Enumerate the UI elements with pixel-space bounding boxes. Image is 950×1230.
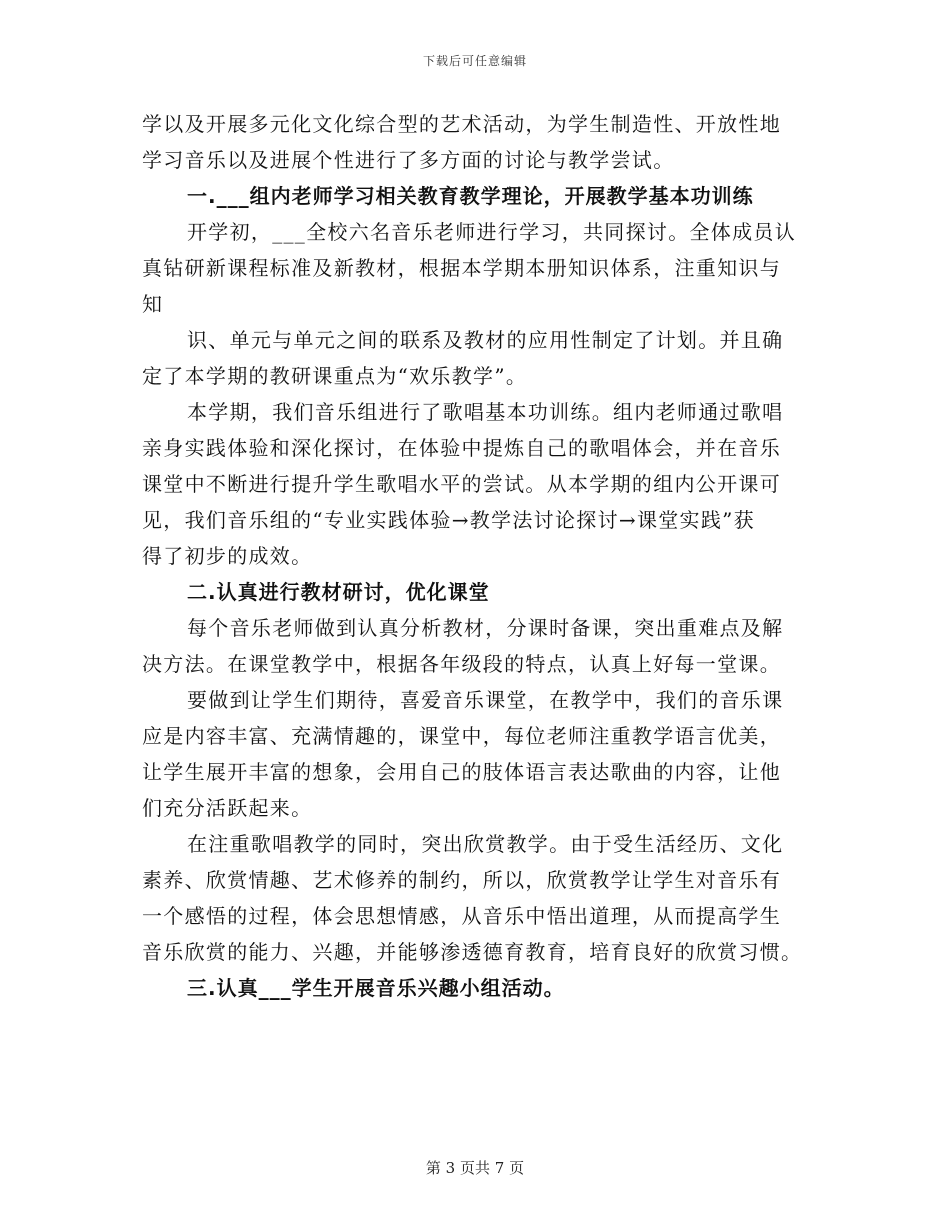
body-line: 学以及开展多元化文化综合型的艺术活动，为学生制造性、开放性地 <box>142 112 781 136</box>
body-line: 见，我们音乐组的“专业实践体验→教学法讨论探讨→课堂实践”获 <box>142 508 755 532</box>
body-line: 要做到让学生们期待，喜爱音乐课堂，在教学中，我们的音乐课 <box>187 688 784 712</box>
section-heading-3: 三.认真___学生开展音乐兴趣小组活动。 <box>187 976 565 1000</box>
section-heading-2: 二.认真进行教材研讨，优化课堂 <box>187 580 490 604</box>
body-line: 真钻研新课程标准及新教材，根据本学期本册知识体系，注重知识与 <box>142 256 781 280</box>
body-line: 学习音乐以及进展个性进行了多方面的讨论与教学尝试。 <box>142 148 675 172</box>
document-body <box>142 106 810 1006</box>
body-line: 应是内容丰富、充满情趣的，课堂中，每位老师注重教学语言优美， <box>142 724 781 748</box>
body-line: 知 <box>142 292 164 316</box>
body-line: 让学生展开丰富的想象，会用自己的肢体语言表达歌曲的内容，让他 <box>142 760 781 784</box>
section-heading-1: 一.___组内老师学习相关教育教学理论，开展教学基本功训练 <box>187 184 754 208</box>
body-line: 本学期，我们音乐组进行了歌唱基本功训练。组内老师通过歌唱 <box>187 400 784 424</box>
page-number: 第 3 页共 7 页 <box>425 1159 525 1177</box>
body-line: 一个感悟的过程，体会思想情感，从音乐中悟出道理，从而提高学生 <box>142 904 781 928</box>
body-line: 每个音乐老师做到认真分析教材，分课时备课，突出重难点及解 <box>187 616 784 640</box>
body-line: 亲身实践体验和深化探讨，在体验中提炼自己的歌唱体会，并在音乐 <box>142 436 781 460</box>
body-line: 音乐欣赏的能力、兴趣，并能够渗透德育教育，培育良好的欣赏习惯。 <box>142 940 803 964</box>
body-line: 定了本学期的教研课重点为“欢乐教学”。 <box>142 364 528 388</box>
body-line: 识、单元与单元之间的联系及教材的应用性制定了计划。并且确 <box>187 328 784 352</box>
body-line: 素养、欣赏情趣、艺术修养的制约，所以，欣赏教学让学生对音乐有 <box>142 868 781 892</box>
body-line: 课堂中不断进行提升学生歌唱水平的尝试。从本学期的组内公开课可 <box>142 472 781 496</box>
page-header: 下载后可任意编辑 <box>422 54 527 68</box>
body-line: 在注重歌唱教学的同时，突出欣赏教学。由于受生活经历、文化 <box>187 832 784 856</box>
body-line: 得了初步的成效。 <box>142 544 313 568</box>
body-line: 决方法。在课堂教学中，根据各年级段的特点，认真上好每一堂课。 <box>142 652 781 676</box>
body-line: 开学初，___全校六名音乐老师进行学习，共同探讨。全体成员认 <box>187 220 796 244</box>
body-line: 们充分活跃起来。 <box>142 796 313 820</box>
